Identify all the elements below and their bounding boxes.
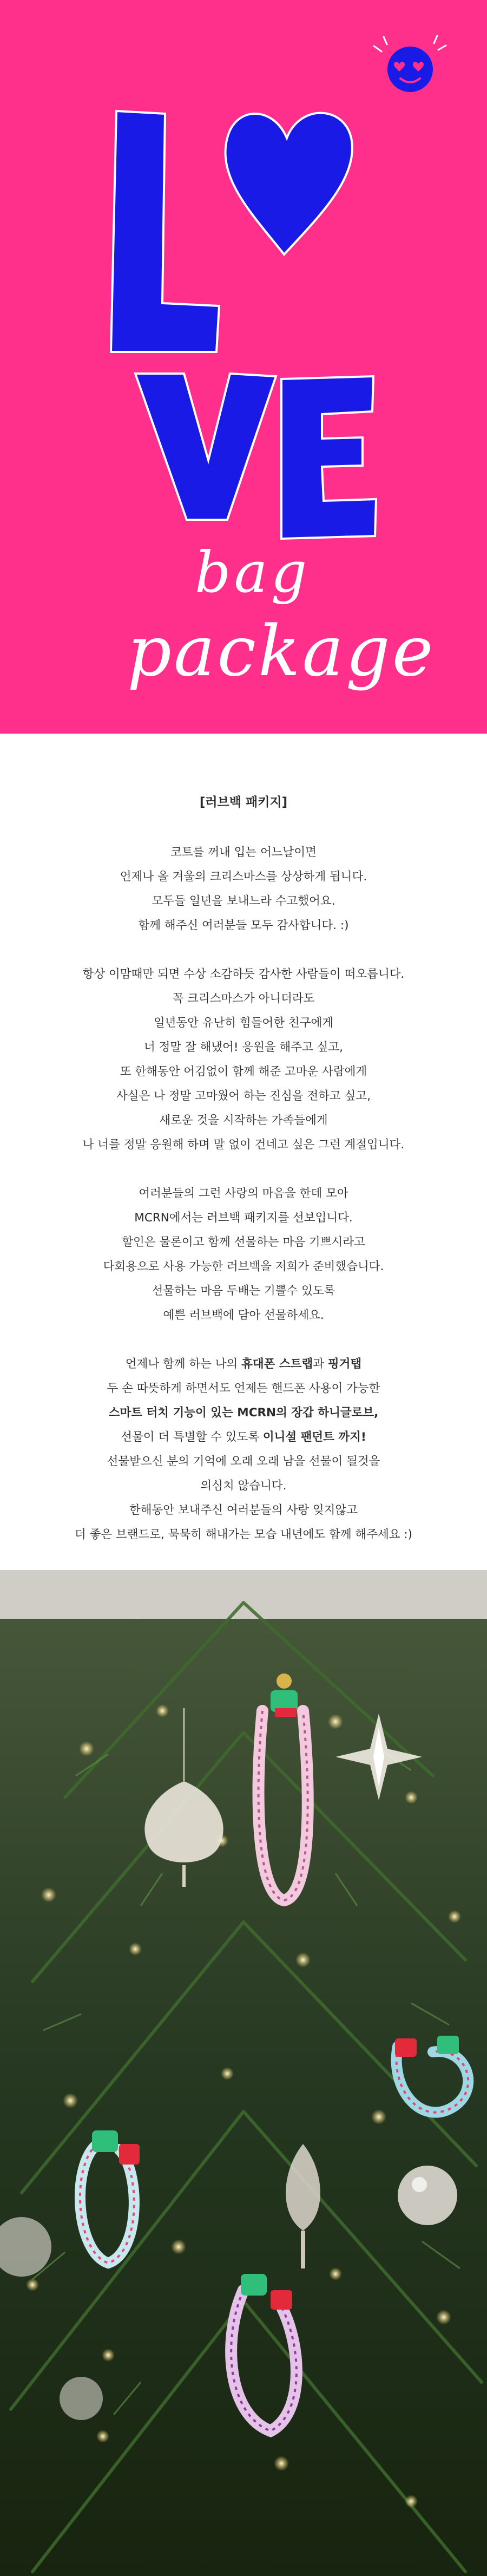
text-line: 두 손 따뜻하게 하면서도 언제든 핸드폰 사용이 가능한: [107, 1382, 380, 1395]
text-line: MCRN에서는 러브백 패키지를 선보입니다.: [134, 1211, 353, 1225]
hero-word-bag: bag: [195, 539, 311, 605]
text-line: 항상 이맘때만 되면 수상 소감하듯 감사한 사람들이 떠오릅니다.: [82, 967, 405, 981]
paragraph-4: [0, 1352, 487, 1547]
text-line: 다회용으로 사용 가능한 러브백을 저희가 준비했습니다.: [103, 1260, 384, 1273]
paragraph-3: [0, 1181, 487, 1328]
text-line: 새로운 것을 시작하는 가족들에게: [159, 1114, 328, 1127]
text-line: 언제나 함께 하는 나의 휴대폰 스트랩과 핑거탭: [125, 1357, 362, 1371]
description-section: [0, 734, 487, 1570]
paragraph-1: [0, 840, 487, 938]
paragraph-2: [0, 962, 487, 1157]
text-line: 의심치 않습니다.: [200, 1479, 287, 1493]
text-line: 한해동안 보내주신 여러분들의 사랑 잊지않고: [129, 1503, 358, 1517]
hero-word-package: package: [127, 611, 436, 692]
text-line: 모두들 일년을 보내느라 수고했어요.: [152, 894, 335, 908]
text-line: 나 너를 정말 응원해 하며 말 없이 건네고 싶은 그런 계절입니다.: [82, 1138, 405, 1152]
text-line: 함께 해주신 여러분들 모두 감사합니다. :): [138, 919, 349, 932]
christmas-tree-with-phone-straps-photo: [0, 1570, 487, 2576]
text-line: 일년동안 유난히 힘들어한 친구에게: [153, 1016, 334, 1030]
text-line: 또 한해동안 어김없이 함께 해준 고마운 사람에게: [120, 1065, 367, 1078]
text-line: 언제나 올 겨울의 크리스마스를 상상하게 됩니다.: [120, 870, 367, 884]
letter-v: [135, 374, 276, 520]
text-line: 여러분들의 그런 사랑의 마음을 한데 모아: [139, 1187, 348, 1200]
text-line: 더 좋은 브랜드로, 묵묵히 해내가는 모습 내년에도 함께 해주세요 :): [75, 1528, 412, 1541]
tree-photo-illustration: [0, 1570, 487, 2576]
hero-banner: [0, 0, 487, 734]
smiling-heart-eyes-face-icon: [374, 36, 446, 92]
section-title: [러브백 패키지]: [199, 795, 288, 809]
text-line: 코트를 꺼내 입는 어느날이면: [170, 846, 317, 859]
text-line: 꼭 크리스마스가 아니더라도: [172, 992, 315, 1005]
glass-ball-ornament: [398, 2166, 457, 2225]
text-line: 선물이 더 특별할 수 있도록 이니셜 팬던트 까지!: [121, 1430, 366, 1444]
text-line: 할인은 물론이고 함께 선물하는 마음 기쁘시라고: [122, 1235, 365, 1249]
text-line: 사실은 나 정말 고마웠어 하는 진심을 전하고 싶고,: [116, 1089, 371, 1103]
text-line: 스마트 터치 기능이 있는 MCRN의 장갑 하니글로브,: [108, 1406, 379, 1420]
letter-l: [111, 111, 219, 352]
text-line: 너 정말 잘 해냈어! 응원을 해주고 싶고,: [144, 1041, 343, 1054]
letter-e: [281, 376, 376, 539]
text-line: 예쁜 러브백에 담아 선물하세요.: [163, 1309, 324, 1322]
text-line: 선물받으신 분의 기억에 오래 오래 남을 선물이 될것을: [107, 1455, 380, 1468]
text-line: 선물하는 마음 두배는 기쁠수 있도록: [152, 1284, 335, 1298]
heart-shape: [226, 113, 352, 254]
